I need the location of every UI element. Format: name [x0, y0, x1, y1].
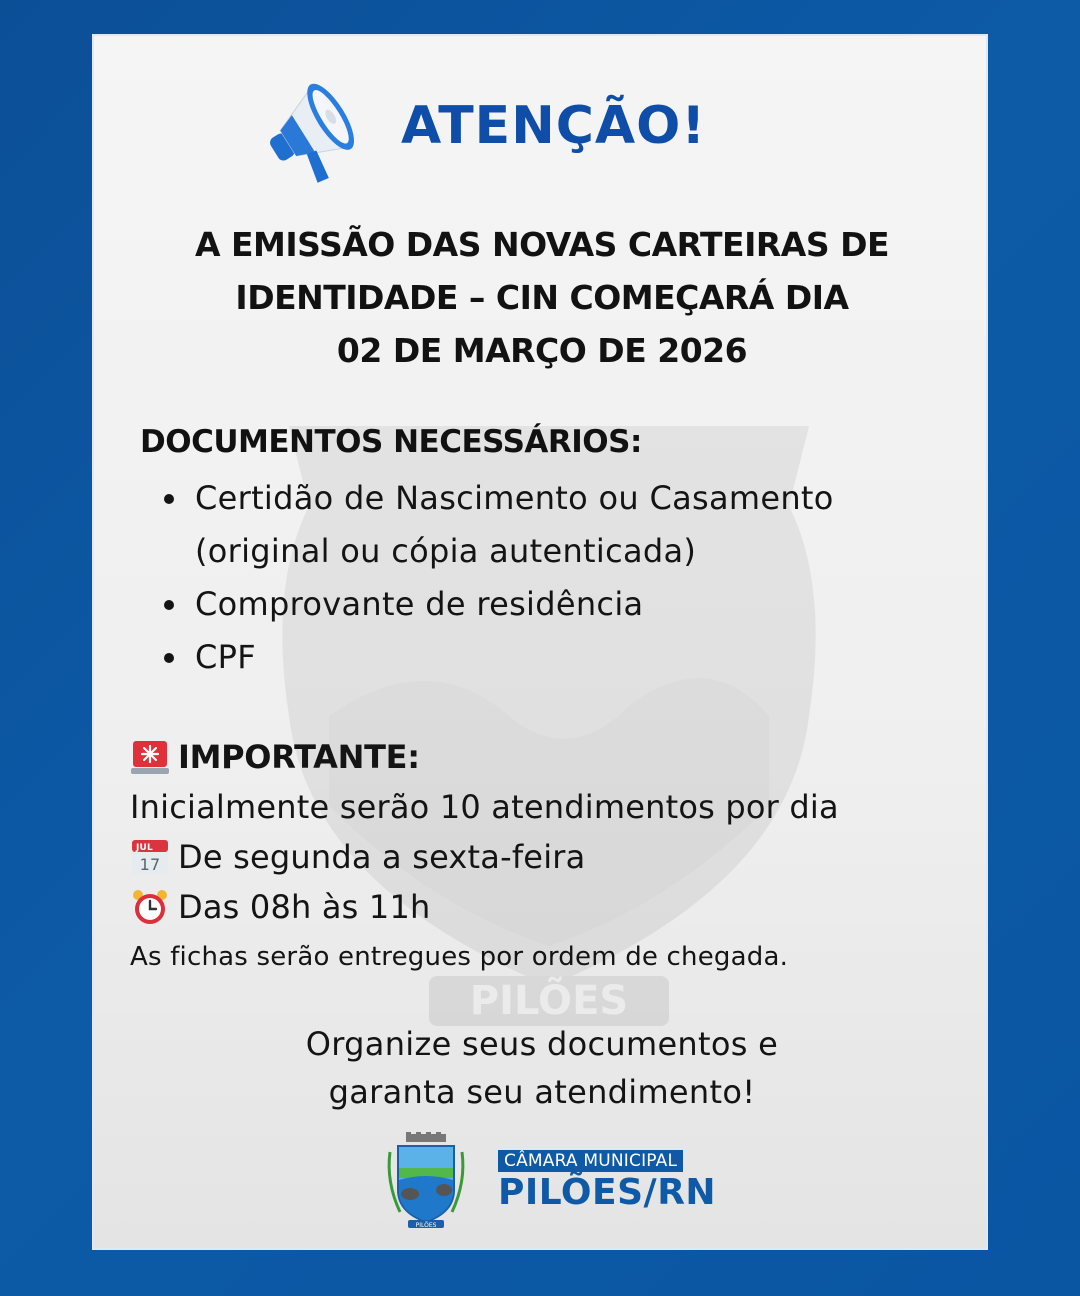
attention-title: ATENÇÃO! — [401, 96, 707, 156]
documents-list — [164, 472, 964, 684]
svg-text:PILÕES: PILÕES — [469, 978, 629, 1024]
megaphone-icon — [259, 66, 369, 186]
list-item — [164, 578, 964, 631]
list-item-text: Comprovante de residência — [195, 585, 644, 623]
calendar-icon — [130, 837, 170, 877]
flyer-card — [92, 34, 988, 1250]
important-title-row — [130, 732, 970, 782]
note-line — [130, 934, 970, 980]
hours-text: Das 08h às 11h — [178, 888, 431, 926]
police-light-icon — [130, 737, 170, 777]
important-title: IMPORTANTE: — [178, 738, 420, 776]
brand-org-name: PILÕES/RN — [498, 1172, 717, 1213]
list-item — [164, 472, 964, 578]
headline-line: A EMISSÃO DAS NOVAS CARTEIRAS DE — [194, 225, 890, 264]
important-section — [130, 732, 970, 980]
closing-line: garanta seu atendimento! — [328, 1073, 756, 1111]
svg-text:JUL: JUL — [136, 843, 153, 853]
headline — [94, 218, 988, 377]
note-text: As fichas serão entregues por ordem de chegada. — [130, 942, 789, 972]
quota-line — [130, 782, 970, 832]
brand-org-line: CÂMARA MUNICIPAL — [498, 1150, 683, 1172]
documents-title: DOCUMENTOS NECESSÁRIOS: — [140, 424, 642, 460]
svg-text:17: 17 — [139, 855, 161, 874]
days-line — [130, 832, 970, 882]
list-item-text: Certidão de Nascimento ou Casamento — [195, 479, 834, 517]
quota-text: Inicialmente serão 10 atendimentos por dia — [130, 788, 839, 826]
brand-block — [498, 1150, 716, 1214]
headline-line: 02 DE MARÇO DE 2026 — [336, 331, 748, 370]
svg-text:PILÕES: PILÕES — [415, 1222, 437, 1229]
headline-line: IDENTIDADE – CIN COMEÇARÁ DIA — [235, 278, 849, 317]
closing-message — [94, 1020, 988, 1116]
closing-line: Organize seus documentos e — [305, 1025, 779, 1063]
crest-icon — [384, 1132, 468, 1232]
alarm-clock-icon — [130, 887, 170, 927]
list-item-text: CPF — [195, 638, 256, 676]
header — [259, 66, 706, 186]
hours-line — [130, 882, 970, 932]
list-item-text: (original ou cópia autenticada) — [195, 532, 697, 570]
list-item — [164, 631, 964, 684]
footer-logo — [384, 1132, 716, 1232]
days-text: De segunda a sexta-feira — [178, 838, 586, 876]
